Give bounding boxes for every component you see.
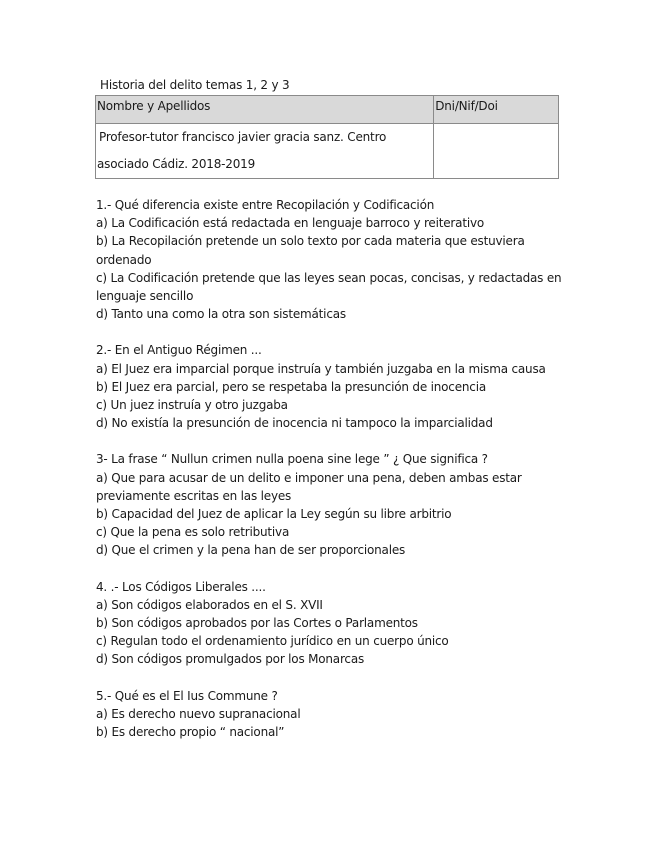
- answer-option: b) La Recopilación pretende un solo texto por cada materia que estuviera ordenado: [96, 234, 525, 267]
- answer-option: d) Son códigos promulgados por los Monarcas: [96, 652, 365, 667]
- answer-option: a) Que para acusar de un delito e imponer una pena, deben ambas estar previamente escritas en las leyes: [96, 470, 522, 503]
- question-4: [96, 578, 566, 669]
- question-prompt: 1.- Qué diferencia existe entre Recopilación y Codificación: [96, 198, 435, 212]
- id-column-header: Dni/Nif/Doi: [434, 96, 559, 124]
- question-prompt: 5.- Qué es el El Ius Commune ?: [96, 688, 278, 703]
- answer-option: b) Capacidad del Juez de aplicar la Ley según su libre arbitrio: [96, 507, 452, 522]
- answer-option: d) Que el crimen y la pena han de ser proporcionales: [96, 543, 406, 558]
- answer-option: c) La Codificación pretende que las leyes sean pocas, concisas, y redactadas en lenguaje sencillo: [96, 270, 562, 304]
- question-5: [96, 687, 566, 742]
- answer-option: c) Regulan todo el ordenamiento jurídico en un cuerpo único: [96, 634, 449, 649]
- name-column-header: Nombre y Apellidos: [96, 96, 434, 124]
- question-prompt: 2.- En el Antiguo Régimen ...: [96, 343, 262, 358]
- question-prompt: 3- La frase “ Nullun crimen nulla poena sine lege ” ¿ Que significa ?: [96, 452, 488, 467]
- table-body-row: [96, 124, 559, 179]
- professor-line-1: Profesor-tutor francisco javier gracia sanz. Centro: [99, 130, 387, 144]
- answer-option: a) Es derecho nuevo supranacional: [96, 706, 301, 721]
- answer-option: b) Es derecho propio “ nacional”: [96, 725, 285, 740]
- question-3: [96, 450, 566, 559]
- answer-option: a) La Codificación está redactada en lenguaje barroco y reiterativo: [96, 216, 485, 231]
- student-info-table: [95, 95, 559, 179]
- questions-section: [96, 196, 566, 759]
- professor-line-2: asociado Cádiz. 2018-2019: [97, 157, 256, 171]
- answer-option: a) Son códigos elaborados en el S. XVII: [96, 597, 323, 612]
- answer-option: a) El Juez era imparcial porque instruía y también juzgaba en la misma causa: [96, 361, 546, 376]
- question-prompt: 4. .- Los Códigos Liberales ....: [96, 579, 266, 594]
- table-header-row: [96, 96, 559, 124]
- answer-option: b) Son códigos aprobados por las Cortes o Parlamentos: [96, 616, 418, 631]
- answer-option: c) Que la pena es solo retributiva: [96, 525, 290, 540]
- professor-cell: [96, 124, 434, 179]
- answer-option: d) Tanto una como la otra son sistemáticas: [96, 307, 346, 322]
- answer-option: d) No existía la presunción de inocencia ni tampoco la imparcialidad: [96, 416, 493, 431]
- answer-option: c) Un juez instruía y otro juzgaba: [96, 398, 288, 413]
- id-cell: [434, 124, 559, 179]
- question-2: [96, 341, 566, 432]
- answer-option: b) El Juez era parcial, pero se respetaba la presunción de inocencia: [96, 379, 486, 394]
- question-1: [96, 196, 566, 323]
- document-title: Historia del delito temas 1, 2 y 3: [100, 78, 290, 92]
